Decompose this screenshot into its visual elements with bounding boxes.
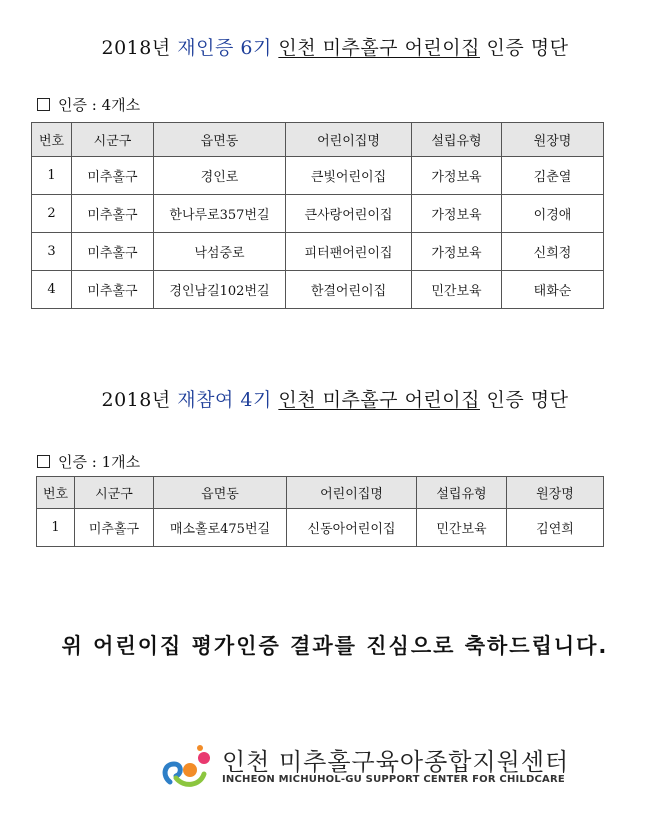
table-cell: 피터팬어린이집 (286, 233, 412, 271)
section1-count-label: 인증 : 4개소 (58, 96, 141, 114)
checkbox-square-icon (37, 455, 50, 468)
table-cell: 이경애 (502, 195, 604, 233)
column-header: 어린이집명 (287, 477, 417, 509)
section1-table (31, 122, 604, 309)
column-header: 어린이집명 (286, 123, 412, 157)
table-cell: 미추홀구 (72, 233, 154, 271)
table-header-row (32, 123, 604, 157)
table-row (32, 271, 604, 309)
footer-org-name-english: INCHEON MICHUHOL-GU SUPPORT CENTER FOR CHILDCARE (222, 774, 565, 785)
table-cell: 신동아어린이집 (287, 509, 417, 547)
table-cell: 미추홀구 (72, 157, 154, 195)
section1-title-year: 2018년 (101, 37, 171, 59)
table-header-row (37, 477, 604, 509)
section1-title-tail: 인증 명단 (486, 37, 569, 59)
table-row (37, 509, 604, 547)
column-header: 설립유형 (417, 477, 507, 509)
table-cell: 큰빛어린이집 (286, 157, 412, 195)
column-header: 읍면동 (154, 123, 286, 157)
section2-title-tail: 인증 명단 (486, 389, 569, 411)
column-header: 번호 (32, 123, 72, 157)
childcare-center-logo-icon (160, 742, 214, 792)
table-cell: 김연희 (507, 509, 604, 547)
table-cell: 미추홀구 (75, 509, 154, 547)
table-cell: 큰사랑어린이집 (286, 195, 412, 233)
table-cell: 가정보육 (412, 233, 502, 271)
column-header: 시군구 (75, 477, 154, 509)
table-cell: 신희정 (502, 233, 604, 271)
table-cell: 3 (32, 233, 72, 271)
section2-table (36, 476, 604, 547)
column-header: 원장명 (502, 123, 604, 157)
table-cell: 매소홀로475번길 (154, 509, 287, 547)
section2-title (0, 385, 670, 412)
table-cell: 경인로 (154, 157, 286, 195)
section1-title-accent: 재인증 6기 (177, 37, 272, 59)
table-cell: 미추홀구 (72, 271, 154, 309)
table-cell: 한나루로357번길 (154, 195, 286, 233)
section2-count-label: 인증 : 1개소 (58, 453, 141, 471)
table-row (32, 157, 604, 195)
section2-title-year: 2018년 (101, 389, 171, 411)
table-cell: 낙섬중로 (154, 233, 286, 271)
column-header: 설립유형 (412, 123, 502, 157)
section1-title-underlined: 인천 미추홀구 어린이집 (278, 37, 480, 59)
congratulations-message: 위 어린이집 평가인증 결과를 진심으로 축하드립니다. (61, 634, 609, 658)
table-cell: 4 (32, 271, 72, 309)
section2-count (37, 451, 140, 472)
table-cell: 가정보육 (412, 157, 502, 195)
section2-title-underlined: 인천 미추홀구 어린이집 (278, 389, 480, 411)
table-cell: 김춘열 (502, 157, 604, 195)
checkbox-square-icon (37, 98, 50, 111)
table-cell: 태화순 (502, 271, 604, 309)
table-row (32, 195, 604, 233)
footer-org-name: 인천 미추홀구육아종합지원센터 (222, 748, 570, 776)
table-cell: 민간보육 (412, 271, 502, 309)
section2-title-accent: 재참여 4기 (177, 389, 272, 411)
column-header: 번호 (37, 477, 75, 509)
table-cell: 1 (32, 157, 72, 195)
table-cell: 1 (37, 509, 75, 547)
section1-title (0, 33, 670, 60)
table-row (32, 233, 604, 271)
table-cell: 경인남길102번길 (154, 271, 286, 309)
column-header: 읍면동 (154, 477, 287, 509)
table-cell: 한결어린이집 (286, 271, 412, 309)
column-header: 원장명 (507, 477, 604, 509)
section1-count (37, 94, 140, 115)
table-cell: 미추홀구 (72, 195, 154, 233)
column-header: 시군구 (72, 123, 154, 157)
table-cell: 가정보육 (412, 195, 502, 233)
table-cell: 2 (32, 195, 72, 233)
table-cell: 민간보육 (417, 509, 507, 547)
